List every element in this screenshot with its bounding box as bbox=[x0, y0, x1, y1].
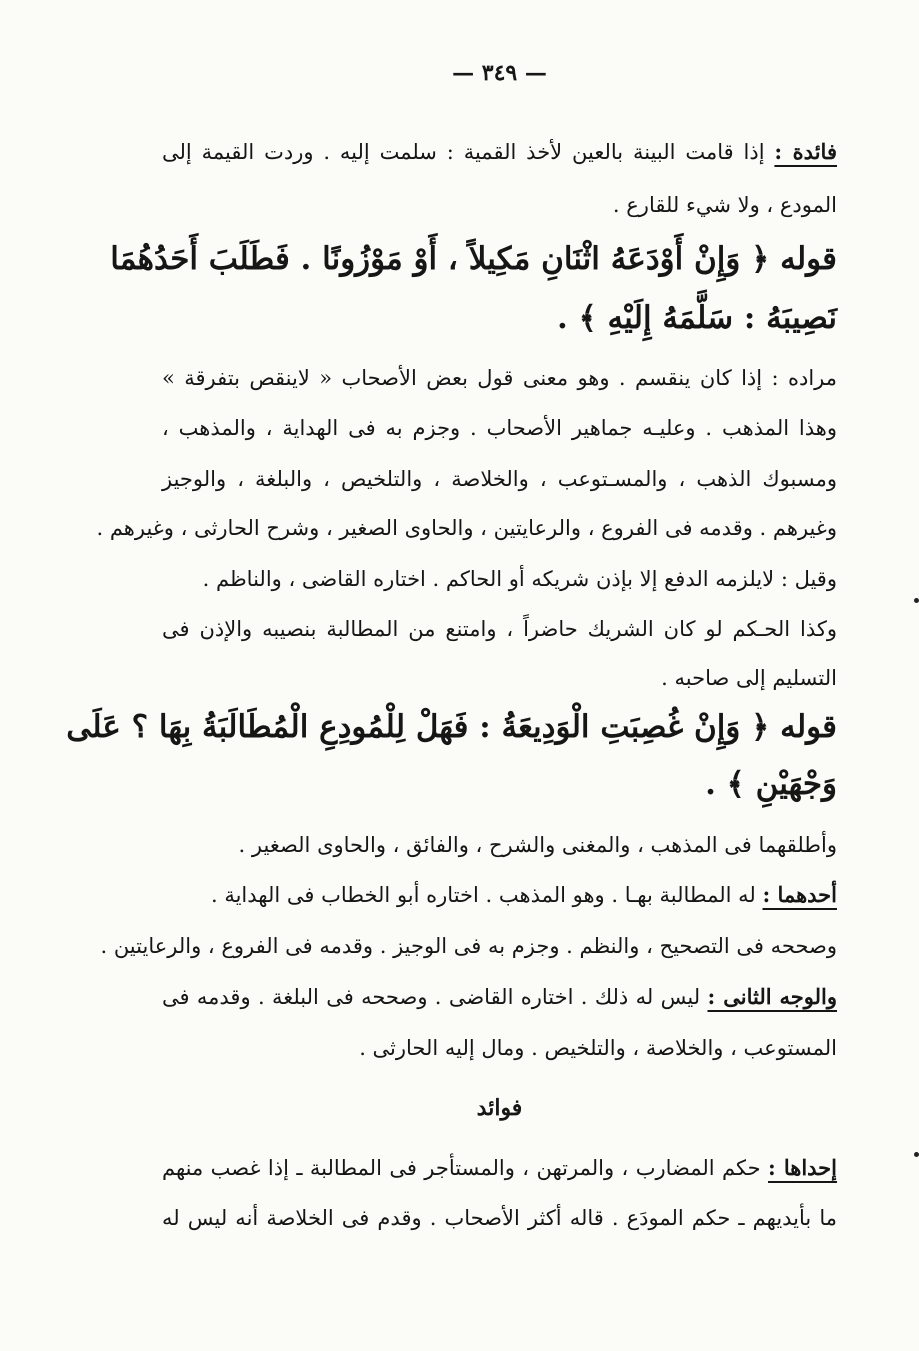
line-label: والوجه الثانى : bbox=[707, 984, 837, 1009]
line-text: إذا قامت البينة بالعين لأخذ القمية : سلمت إليه . وردت القيمة إلى bbox=[162, 140, 775, 164]
text-line-20 bbox=[162, 1153, 837, 1183]
text-line-15 bbox=[162, 880, 837, 910]
text-line-6: وهذا المذهب . وعليـه جماهير الأصحاب . وجزم به فى الهداية ، والمذهب ، bbox=[162, 416, 837, 440]
line-label: أحدهما : bbox=[762, 882, 837, 907]
text-line-10: وكذا الحـكم لو كان الشريك حاضراً ، وامتنع من المطالبة بنصيبه والإذن فى bbox=[162, 617, 837, 641]
line-label: فائدة : bbox=[774, 139, 837, 164]
line-text: حكم المضارب ، والمرتهن ، والمستأجر فى المطالبة ـ إذا غصب منهم bbox=[162, 1156, 769, 1180]
text-line-5: مراده : إذا كان ينقسم . وهو معنى قول بعض الأصحاب « لاينقص بتفرقة » bbox=[162, 366, 837, 390]
heading-line-4: وَجْهَيْنِ ﴾ . bbox=[705, 766, 837, 802]
text-line-17 bbox=[162, 982, 837, 1012]
margin-mark bbox=[914, 598, 919, 603]
line-label: إحداها : bbox=[768, 1155, 837, 1180]
text-line-18: المستوعب ، والخلاصة ، والتلخيص . ومال إليه الحارثى . bbox=[359, 1036, 837, 1060]
text-line-1 bbox=[162, 137, 837, 167]
text-line-9: وقيل : لايلزمه الدفع إلا بإذن شريكه أو الحاكم . اختاره القاضى ، والناظم . bbox=[202, 567, 837, 591]
book-page bbox=[66, 40, 837, 1330]
text-line-14: وأطلقهما فى المذهب ، والمغنى والشرح ، والفائق ، والحاوى الصغير . bbox=[238, 833, 837, 857]
text-line-21: ما بأيديهم ـ حكم المودَع . قاله أكثر الأصحاب . وقدم فى الخلاصة أنه ليس له bbox=[162, 1206, 837, 1230]
margin-mark bbox=[914, 1152, 919, 1157]
section-heading: فوائد bbox=[476, 1095, 523, 1121]
text-line-8: وغيرهم . وقدمه فى الفروع ، والرعايتين ، والحاوى الصغير ، وشرح الحارثى ، وغيرهم . bbox=[96, 516, 837, 540]
heading-line-3: قوله ﴿ وَإِنْ غُصِبَتِ الْوَدِيعَةُ : فَهَلْ لِلْمُودِعِ الْمُطَالَبَةُ بِهَا ؟ عَلَى bbox=[66, 709, 837, 745]
line-text: ليس له ذلك . اختاره القاضى . وصححه فى البلغة . وقدمه فى bbox=[162, 985, 708, 1009]
line-text: له المطالبة بهـا . وهو المذهب . اختاره أبو الخطاب فى الهداية . bbox=[210, 883, 763, 907]
heading-line-1: قوله ﴿ وَإِنْ أَوْدَعَهُ اثْنَانِ مَكِيلاً ، أَوْ مَوْزُونًا . فَطَلَبَ أَحَدُهُمَا bbox=[110, 241, 837, 277]
text-line-2: المودع ، ولا شيء للقارع . bbox=[612, 193, 837, 217]
text-line-11: التسليم إلى صاحبه . bbox=[661, 666, 837, 690]
heading-line-2: نَصِيبَهُ : سَلَّمَهُ إِلَيْهِ ﴾ . bbox=[556, 300, 837, 336]
page-number: — ٣٤٩ — bbox=[452, 60, 547, 86]
text-line-16: وصححه فى التصحيح ، والنظم . وجزم به فى الوجيز . وقدمه فى الفروع ، والرعايتين . bbox=[100, 934, 837, 958]
text-line-7: ومسبوك الذهب ، والمسـتوعب ، والخلاصة ، والتلخيص ، والبلغة ، والوجيز bbox=[162, 467, 837, 491]
